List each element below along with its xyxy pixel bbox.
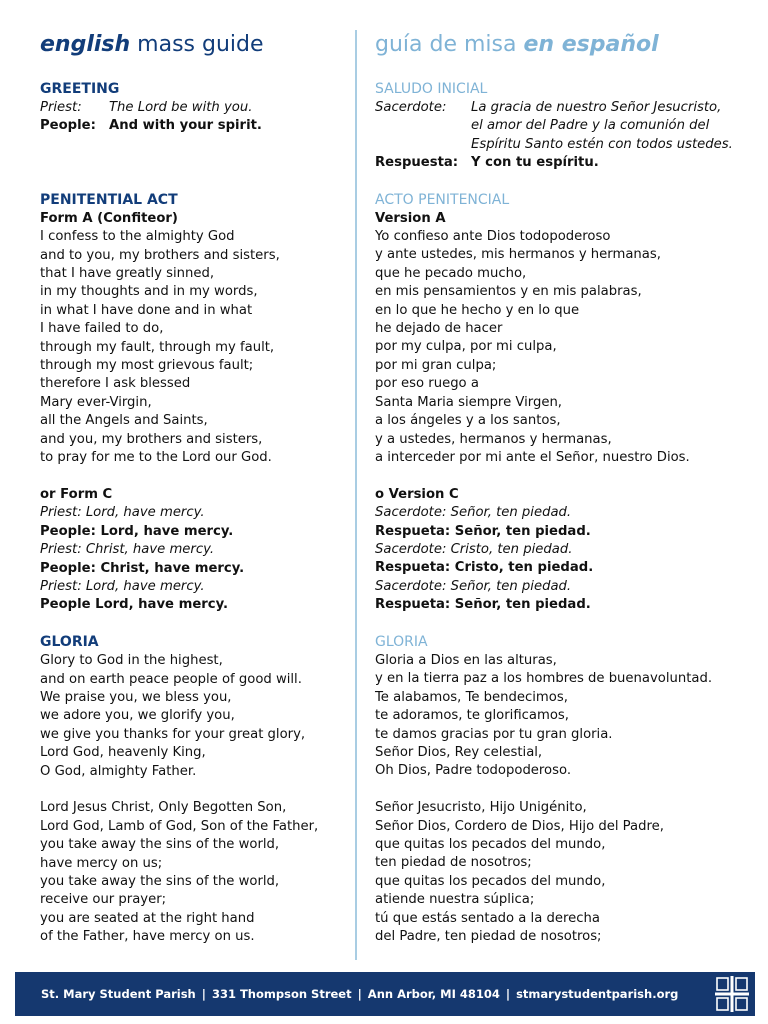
text-line: that I have greatly sinned, — [40, 266, 215, 282]
text-line: and you, my brothers and sisters, — [40, 431, 263, 447]
text-line: y a ustedes, hermanos y hermanas, — [375, 431, 612, 447]
respuesta-text: Y con tu espíritu. — [471, 155, 599, 171]
text-line: y en la tierra paz a los hombres de buenavoluntad. — [375, 671, 713, 687]
sacerdote-text — [471, 99, 733, 154]
text-line: tú que estás sentado a la derecha — [375, 910, 600, 926]
gloria-es-verse-1 — [375, 652, 755, 781]
version-a-title: Version A — [375, 210, 446, 226]
form-a-text — [40, 228, 350, 467]
text-line: por eso ruego a — [375, 376, 479, 392]
people-label: People: — [40, 118, 96, 134]
footer-bar — [15, 972, 755, 1016]
gloria-es-verse-2 — [375, 799, 755, 946]
text-line: in what I have done and in what — [40, 302, 253, 318]
greeting-people-row — [40, 117, 350, 135]
text-line: a interceder por mi ante el Señor, nuestro Dios. — [375, 449, 690, 465]
text-line: te damos gracias por tu gran gloria. — [375, 726, 613, 742]
text-line: ten piedad de nosotros; — [375, 855, 532, 871]
spanish-column — [375, 30, 755, 946]
text-line: Lord God, Lamb of God, Son of the Father, — [40, 818, 319, 834]
text-line: you take away the sins of the world, — [40, 873, 280, 889]
spanish-header-italic: en español — [523, 32, 659, 57]
text-line: all the Angels and Saints, — [40, 413, 208, 429]
text-line: por mi gran culpa; — [375, 357, 497, 373]
parish-name: St. Mary Student Parish — [41, 987, 196, 1001]
footer-sep: | — [357, 987, 362, 1001]
text-line: La gracia de nuestro Señor Jesucristo, — [471, 100, 722, 115]
text-line: que he pecado mucho, — [375, 265, 527, 281]
text-line: and on earth peace people of good will. — [40, 671, 302, 687]
text-line: People: Christ, have mercy. — [40, 560, 245, 576]
text-line: te adoramos, te glorificamos, — [375, 708, 569, 724]
text-line: through my fault, through my fault, — [40, 339, 275, 355]
text-line: you are seated at the right hand — [40, 910, 255, 926]
text-line: O God, almighty Father. — [40, 763, 197, 779]
text-line: Priest: Lord, have mercy. — [40, 505, 205, 521]
english-header-rest: mass guide — [137, 32, 264, 57]
priest-text: The Lord be with you. — [109, 100, 253, 115]
text-line: Respueta: Cristo, ten piedad. — [375, 560, 594, 576]
text-line: Lord God, heavenly King, — [40, 745, 206, 761]
parish-city: Ann Arbor, MI 48104 — [367, 987, 500, 1001]
sacerdote-label: Sacerdote: — [375, 100, 447, 115]
form-a-title: Form A (Confiteor) — [40, 210, 178, 226]
penitential-title: PENITENTIAL ACT — [40, 191, 178, 208]
text-line: Te alabamos, Te bendecimos, — [375, 689, 568, 705]
english-header — [40, 30, 350, 60]
greeting-title: GREETING — [40, 81, 120, 97]
text-line: I confess to the almighty God — [40, 229, 235, 245]
text-line: en mis pensamientos y en mis palabras, — [375, 284, 642, 300]
parish-address: 331 Thompson Street — [211, 987, 352, 1001]
parish-website[interactable]: stmarystudentparish.org — [516, 987, 679, 1001]
saludo-priest-row — [375, 99, 755, 154]
text-line: Sacerdote: Señor, ten piedad. — [375, 578, 572, 594]
form-c-title: or Form C — [40, 486, 113, 502]
text-line: Señor Dios, Cordero de Dios, Hijo del Padre, — [375, 818, 664, 834]
text-line: por my culpa, por mi culpa, — [375, 339, 557, 355]
spanish-header — [375, 30, 755, 60]
text-line: have mercy on us; — [40, 855, 163, 871]
text-line: Gloria a Dios en las alturas, — [375, 652, 557, 668]
text-line: of the Father, have mercy on us. — [40, 929, 255, 945]
acto-penitencial-title: ACTO PENITENCIAL — [375, 191, 510, 208]
english-column — [40, 30, 350, 947]
text-line: I have failed to do, — [40, 321, 164, 337]
text-line: and to you, my brothers and sisters, — [40, 247, 280, 263]
text-line: Glory to God in the highest, — [40, 653, 223, 669]
text-line: we give you thanks for your great glory, — [40, 726, 306, 742]
text-line: Respueta: Señor, ten piedad. — [375, 597, 591, 613]
text-line: Lord Jesus Christ, Only Begotten Son, — [40, 800, 287, 816]
text-line: y ante ustedes, mis hermanos y hermanas, — [375, 247, 661, 263]
text-line: Señor Dios, Rey celestial, — [375, 744, 543, 760]
text-line: in my thoughts and in my words, — [40, 284, 258, 300]
text-line: que quitas los pecados del mundo, — [375, 836, 606, 852]
people-text: And with your spirit. — [109, 118, 262, 134]
text-line: Priest: Christ, have mercy. — [40, 542, 215, 558]
priest-label: Priest: — [40, 100, 82, 115]
version-c-title: o Version C — [375, 486, 459, 502]
text-line: receive our prayer; — [40, 892, 167, 908]
respuesta-label: Respuesta: — [375, 155, 459, 171]
saludo-people-row — [375, 154, 755, 172]
footer-sep: | — [201, 987, 206, 1001]
footer-sep: | — [505, 987, 511, 1001]
text-line: Respueta: Señor, ten piedad. — [375, 523, 591, 539]
greeting-priest-row — [40, 99, 350, 117]
text-line: to pray for me to the Lord our God. — [40, 450, 272, 466]
text-line: Sacerdote: Cristo, ten piedad. — [375, 541, 573, 557]
text-line: a los ángeles y a los santos, — [375, 413, 561, 429]
column-divider — [355, 30, 357, 960]
text-line: Oh Dios, Padre todopoderoso. — [375, 763, 572, 779]
text-line: Sacerdote: Señor, ten piedad. — [375, 505, 572, 521]
text-line: Santa Maria siempre Virgen, — [375, 394, 562, 410]
version-a-text — [375, 228, 755, 467]
text-line: through my most grievous fault; — [40, 358, 254, 374]
text-line: Priest: Lord, have mercy. — [40, 578, 205, 594]
text-line: Señor Jesucristo, Hijo Unigénito, — [375, 800, 587, 816]
saludo-title: SALUDO INICIAL — [375, 81, 488, 97]
text-line: People Lord, have mercy. — [40, 597, 228, 613]
form-c-text — [40, 504, 350, 614]
gloria-verse-2 — [40, 799, 350, 946]
version-c-text — [375, 504, 755, 614]
text-line: he dejado de hacer — [375, 321, 503, 337]
text-line: atiende nuestra súplica; — [375, 892, 535, 908]
text-line: Espíritu Santo estén con todos ustedes. — [471, 136, 733, 152]
text-line: you take away the sins of the world, — [40, 837, 280, 853]
footer-text — [15, 987, 678, 1001]
english-header-italic: english — [40, 32, 131, 57]
text-line: en lo que he hecho y en lo que — [375, 302, 580, 318]
gloria-es-title: GLORIA — [375, 633, 428, 650]
text-line: del Padre, ten piedad de nosotros; — [375, 929, 602, 945]
gloria-title: GLORIA — [40, 634, 99, 651]
text-line: We praise you, we bless you, — [40, 689, 232, 705]
text-line: People: Lord, have mercy. — [40, 523, 234, 539]
text-line: el amor del Padre y la comunión del — [471, 118, 710, 134]
spanish-header-rest: guía de misa — [375, 32, 517, 57]
gloria-verse-1 — [40, 652, 350, 781]
parish-logo-icon — [715, 976, 749, 1012]
text-line: Mary ever-Virgin, — [40, 394, 152, 410]
text-line: therefore I ask blessed — [40, 376, 191, 392]
text-line: Yo confieso ante Dios todopoderoso — [375, 229, 611, 245]
text-line: que quitas los pecados del mundo, — [375, 873, 606, 889]
text-line: we adore you, we glorify you, — [40, 708, 235, 724]
